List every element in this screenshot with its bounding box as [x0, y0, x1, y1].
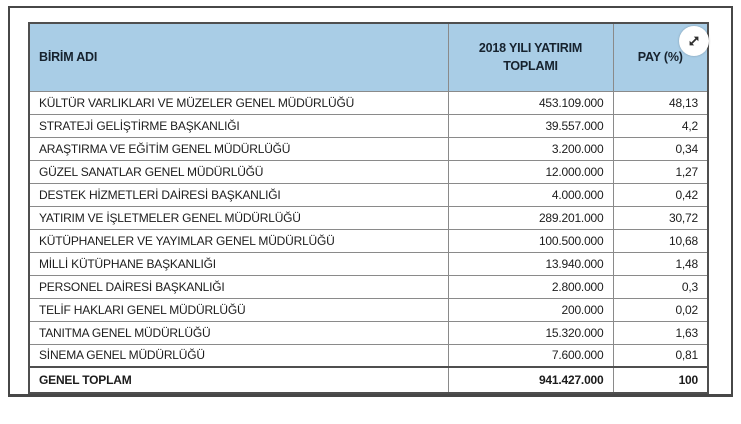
cell-yatirim-toplami: 39.557.000 [448, 114, 613, 137]
cell-yatirim-toplami: 100.500.000 [448, 229, 613, 252]
expand-button[interactable] [679, 26, 709, 56]
cell-pay: 0,42 [613, 183, 708, 206]
table-row [29, 229, 708, 252]
cell-birim-adi: TELİF HAKLARI GENEL MÜDÜRLÜĞÜ [29, 298, 448, 321]
cell-birim-adi: TANITMA GENEL MÜDÜRLÜĞÜ [29, 321, 448, 344]
cell-birim-adi: SİNEMA GENEL MÜDÜRLÜĞÜ [29, 344, 448, 367]
cell-pay: 1,48 [613, 252, 708, 275]
cell-birim-adi: KÜLTÜR VARLIKLARI VE MÜZELER GENEL MÜDÜRLÜĞÜ [29, 91, 448, 114]
cell-birim-adi: PERSONEL DAİRESİ BAŞKANLIĞI [29, 275, 448, 298]
table-row [29, 206, 708, 229]
column-header-pay: PAY (%) [613, 23, 708, 91]
total-row [29, 367, 708, 393]
total-amount: 941.427.000 [448, 367, 613, 393]
table-row [29, 91, 708, 114]
table-row [29, 114, 708, 137]
cell-pay: 4,2 [613, 114, 708, 137]
column-header-yatirim-toplami [448, 23, 613, 91]
table-row [29, 275, 708, 298]
table-row [29, 252, 708, 275]
table-row [29, 298, 708, 321]
cell-yatirim-toplami: 200.000 [448, 298, 613, 321]
cell-pay: 0,02 [613, 298, 708, 321]
table-row [29, 160, 708, 183]
cell-birim-adi: GÜZEL SANATLAR GENEL MÜDÜRLÜĞÜ [29, 160, 448, 183]
cell-yatirim-toplami: 13.940.000 [448, 252, 613, 275]
cell-pay: 0,81 [613, 344, 708, 367]
total-share: 100 [613, 367, 708, 393]
table-header-row [29, 23, 708, 91]
cell-pay: 1,27 [613, 160, 708, 183]
cell-pay: 30,72 [613, 206, 708, 229]
cell-yatirim-toplami: 453.109.000 [448, 91, 613, 114]
cell-pay: 48,13 [613, 91, 708, 114]
table-row [29, 321, 708, 344]
cell-pay: 1,63 [613, 321, 708, 344]
cell-yatirim-toplami: 12.000.000 [448, 160, 613, 183]
total-label: GENEL TOPLAM [29, 367, 448, 393]
investment-table [28, 22, 709, 394]
column-header-yatirim-line2: TOPLAMI [503, 59, 558, 74]
cell-yatirim-toplami: 2.800.000 [448, 275, 613, 298]
expand-arrows-icon [686, 33, 702, 49]
table-row [29, 183, 708, 206]
cell-yatirim-toplami: 4.000.000 [448, 183, 613, 206]
table-row [29, 344, 708, 367]
cell-birim-adi: STRATEJİ GELİŞTİRME BAŞKANLIĞI [29, 114, 448, 137]
cell-pay: 0,3 [613, 275, 708, 298]
column-header-yatirim-line1: 2018 YILI YATIRIM [478, 40, 583, 55]
cell-yatirim-toplami: 15.320.000 [448, 321, 613, 344]
cell-yatirim-toplami: 289.201.000 [448, 206, 613, 229]
table-body [29, 91, 708, 367]
cell-birim-adi: ARAŞTIRMA VE EĞİTİM GENEL MÜDÜRLÜĞÜ [29, 137, 448, 160]
table-row [29, 137, 708, 160]
cell-birim-adi: YATIRIM VE İŞLETMELER GENEL MÜDÜRLÜĞÜ [29, 206, 448, 229]
cell-birim-adi: MİLLİ KÜTÜPHANE BAŞKANLIĞI [29, 252, 448, 275]
cell-pay: 0,34 [613, 137, 708, 160]
cell-pay: 10,68 [613, 229, 708, 252]
cell-birim-adi: DESTEK HİZMETLERİ DAİRESİ BAŞKANLIĞI [29, 183, 448, 206]
cell-yatirim-toplami: 3.200.000 [448, 137, 613, 160]
column-header-birim-adi: BİRİM ADI [29, 23, 448, 91]
cell-birim-adi: KÜTÜPHANELER VE YAYIMLAR GENEL MÜDÜRLÜĞÜ [29, 229, 448, 252]
cell-yatirim-toplami: 7.600.000 [448, 344, 613, 367]
